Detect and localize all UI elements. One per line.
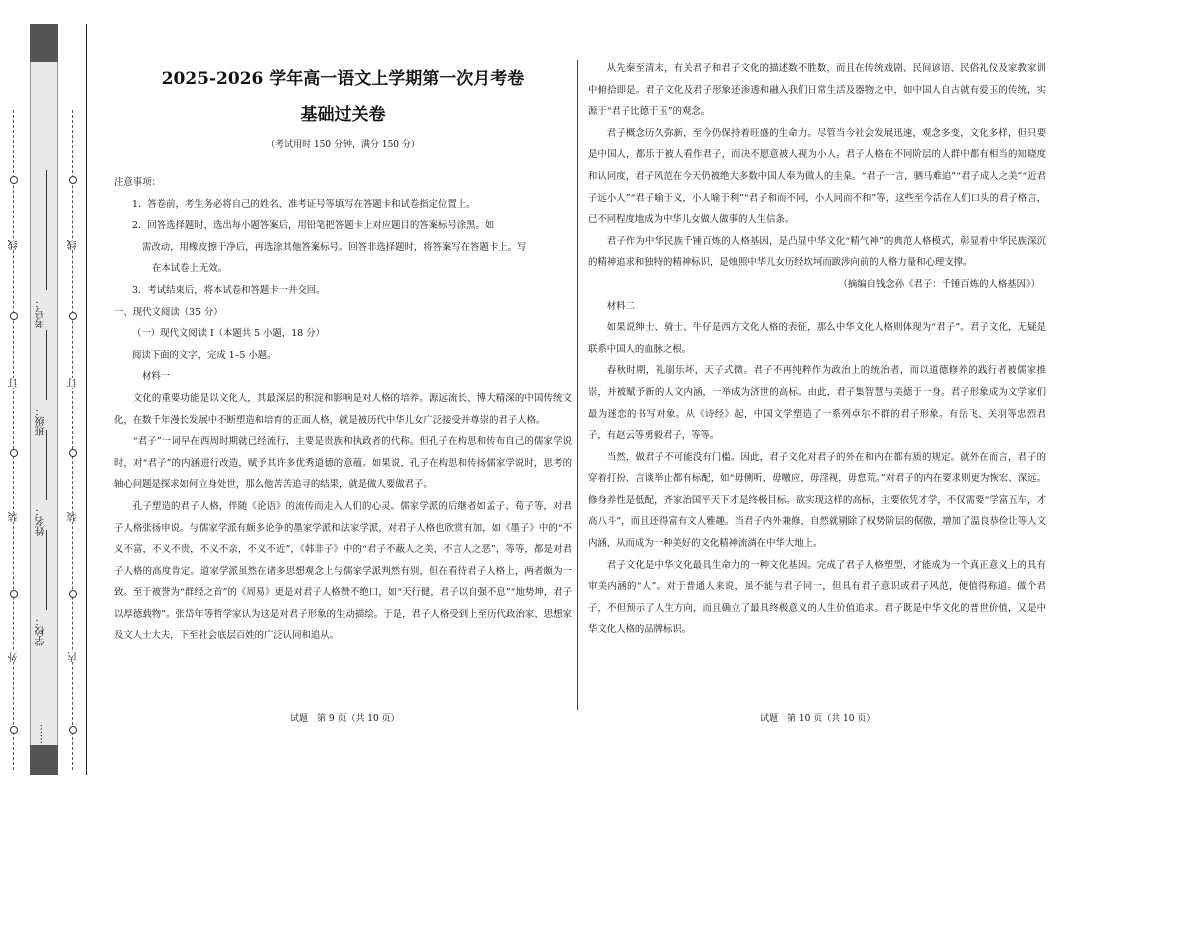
outer-cut-line xyxy=(13,110,14,770)
punch-hole xyxy=(10,176,18,184)
info-band xyxy=(30,24,58,775)
inner-char: 订 xyxy=(68,378,79,388)
inner-cut-line xyxy=(72,110,73,770)
name-field: 姓名： xyxy=(36,506,47,536)
paragraph: 君子文化是中华文化最具生命力的一种文化基因。完成了君子人格塑型，才能成为一个真正意义上的具有审美内涵的“人”。对于普通人来说，虽不能与君子同一，但具有君子意识或君子风范，便值得称道。做个君子，不但预示了人生方向，而且确立了最具终极意义的人生价值追求。君子既是中华文化的普世价值，又是中华文化人格的品牌标识。 xyxy=(588,559,1046,636)
punch-hole xyxy=(69,590,77,598)
inner-char: 内 xyxy=(68,652,79,662)
page-title: 2025-2026 学年高一语文上学期第一次月考卷 xyxy=(161,69,525,89)
band-dots: …… xyxy=(34,724,45,744)
notes-heading: 注意事项： xyxy=(114,177,161,188)
id-underline xyxy=(46,170,47,290)
school-underline xyxy=(46,530,47,610)
note-1: 1．答卷前，考生务必将自己的姓名、准考证号等填写在答题卡和试卷指定位置上。 xyxy=(132,198,476,210)
material-one-label: 材料一 xyxy=(142,371,171,383)
punch-hole xyxy=(10,726,18,734)
id-field: 考号： xyxy=(36,298,47,328)
page-footer-left: 试题 第 9 页（共 10 页） xyxy=(290,714,400,724)
outer-char: 装 xyxy=(9,512,20,522)
paragraph: 春秋时期，礼崩乐坏，天子式微。君子不再纯粹作为政治上的统治者，而以道德修养的践行者被儒家推崇，并被赋予新的人文内涵，一举成为济世的高标。由此，君子集智慧与美德于一身。君子形象成为文学家们最为迷恋的书写对象。从《诗经》起，中国文学塑造了一系列卓尔不群的君子形象。有岳飞、关羽等忠烈君子，有赵云等勇毅君子，等等。 xyxy=(588,365,1046,442)
punch-hole xyxy=(69,726,77,734)
paragraph: 孔子塑造的君子人格，伴随《论语》的流传而走入人们的心灵。儒家学派的后继者如孟子、荀子等，对君子人格张扬申说。与儒家学派有颇多论争的墨家学派和法家学派，对君子人格也欣赏有加，如《墨子》中的“不义不富，不义不贵，不义不亲，不义不近”，《韩非子》中的“君子不蔽人之美，不言人之恶”，等等，都是对君子人格的高度肯定。道家学派虽然在诸多思想观念上与儒家学派判然有别，但在看待君子人格上，两者颇为一致。至于被誉为“群经之首”的《周易》更是对君子人格赞不绝口，如“天行健，君子以自强不息”“地势坤，君子以厚德载物”。张岱年等哲学家认为这是对君子形象的生动描绘。于是，君子人格受到上至历代政治家、思想家及文人士大夫，下至社会底层百姓的广泛认同和追从。 xyxy=(114,500,572,642)
paragraph: 如果说绅士、骑士、牛仔是西方文化人格的表征，那么中华文化人格则体现为“君子”。君子文化，无疑是联系中国人的血脉之根。 xyxy=(588,322,1046,355)
note-3: 3．考试结束后，将本试卷和答题卡一并交回。 xyxy=(132,284,326,296)
reading-instruction: 阅读下面的文字，完成 1–5 小题。 xyxy=(132,349,277,361)
section-heading: 一、现代文阅读（35 分） xyxy=(114,306,223,318)
punch-hole xyxy=(10,590,18,598)
source-citation: （摘编自钱念孙《君子：千锤百炼的人格基因》） xyxy=(838,278,1040,290)
band-cap-top xyxy=(30,24,58,62)
page-subtitle: 基础过关卷 xyxy=(300,105,386,125)
binding-edge-line xyxy=(86,24,87,775)
school-field: 学校： xyxy=(36,616,47,646)
subsection-heading: （一）现代文阅读 I（本题共 5 小题，18 分） xyxy=(132,328,325,340)
band-cap-bottom xyxy=(30,745,58,775)
left-page xyxy=(114,58,572,647)
binding-strip xyxy=(0,0,92,775)
class-underline xyxy=(46,330,47,400)
paragraph: 当然，做君子不可能没有门槛。因此，君子文化对君子的外在和内在都有质的规定。就外在而言，君子的穿着打扮、言谈举止都有标配，如“毋侧听，毋噭应，毋淫视，毋怠荒。”对君子的内在要求则更为恢宏、深远。修身养性是低配，齐家治国平天下才是终极目标。欲实现这样的高标，主要依凭才学，不仅需要“学富五车，才高八斗”，而且还得富有文人雅趣。当君子内外兼修，自然就剔除了权势阶层的倨傲，增加了温良恭俭让等人文内涵，从而成为一种美好的文化精神流淌在中华大地上。 xyxy=(588,451,1046,550)
punch-hole xyxy=(69,176,77,184)
inner-char: 装 xyxy=(68,512,79,522)
exam-info: （考试用时 150 分钟，满分 150 分） xyxy=(266,140,420,150)
outer-char: 线 xyxy=(9,240,20,250)
page-divider xyxy=(577,60,578,710)
note-2b: 需改动，用橡皮擦干净后，再选涂其他答案标号。回答非选择题时，将答案写在答题卡上。写 xyxy=(142,241,527,253)
note-2a: 2．回答选择题时，选出每小题答案后，用铅笔把答题卡上对应题目的答案标号涂黑。如 xyxy=(132,220,495,232)
punch-hole xyxy=(69,449,77,457)
inner-char: 线 xyxy=(68,240,79,250)
class-field: 班级： xyxy=(36,406,47,436)
punch-hole xyxy=(69,312,77,320)
note-2c: 在本试卷上无效。 xyxy=(152,263,228,275)
paragraph: “君子”一词早在西周时期就已经流行，主要是贵族和执政者的代称。但孔子在构思和传布自己的儒家学说时，对“君子”的内涵进行改造，赋予其许多优秀道德的意蕴。如果说，孔子在构思和传扬儒家学说时，思考的轴心问题是探求如何立身处世，那么他苦苦追寻的结果，就是做人要做君子。 xyxy=(114,436,572,491)
page-footer-right: 试题 第 10 页（共 10 页） xyxy=(760,714,876,724)
paragraph: 君子作为中华民族千锤百炼的人格基因，是凸显中华文化“精气神”的典范人格模式，彰显着中华民族深沉的精神追求和独特的精神标识，是烛照中华儿女历经坎坷而跋涉向前的人格力量和心理支撑。 xyxy=(588,235,1046,269)
paragraph: 从先秦至清末，有关君子和君子文化的描述数不胜数，而且在传统戏剧、民间谚语、民俗礼仪及家教家训中俯拾即是。君子文化及君子形象还渗透和融入我们日常生活及器物之中，如中国人自古就有爱玉的传统，实源于“君子比德于玉”的观念。 xyxy=(588,63,1046,118)
name-underline xyxy=(46,430,47,500)
punch-hole xyxy=(10,449,18,457)
punch-hole xyxy=(10,312,18,320)
paragraph: 文化的重要功能是以文化人，其最深层的积淀和影响是对人格的培养。源远流长、博大精深的中国传统文化，在数千年漫长发展中不断塑造和培育的正面人格，就是被历代中华儿女广泛接受并尊崇的君子人格。 xyxy=(114,392,572,426)
paragraph: 君子概念历久弥新，至今仍保持着旺盛的生命力。尽管当今社会发展迅速，观念多变，文化多样，但只要是中国人，都乐于被人看作君子，而决不愿意被人视为小人。君子人格在不同阶层的人群中都有相当的知晓度和认同度，君子风范在今天仍被绝大多数中国人奉为做人的圭臬。“君子一言，驷马难追”“君子成人之美”“近君子远小人”“君子喻于义，小人喻于利”“君子和而不同，小人同而不和”等，这些至今活在人们口头的君子格言，已不同程度地成为中华儿女做人做事的人生信条。 xyxy=(588,127,1046,226)
material-two-label: 材料二 xyxy=(606,300,635,312)
outer-char: 外 xyxy=(9,652,20,662)
outer-char: 订 xyxy=(9,378,20,388)
right-page xyxy=(588,58,1046,641)
